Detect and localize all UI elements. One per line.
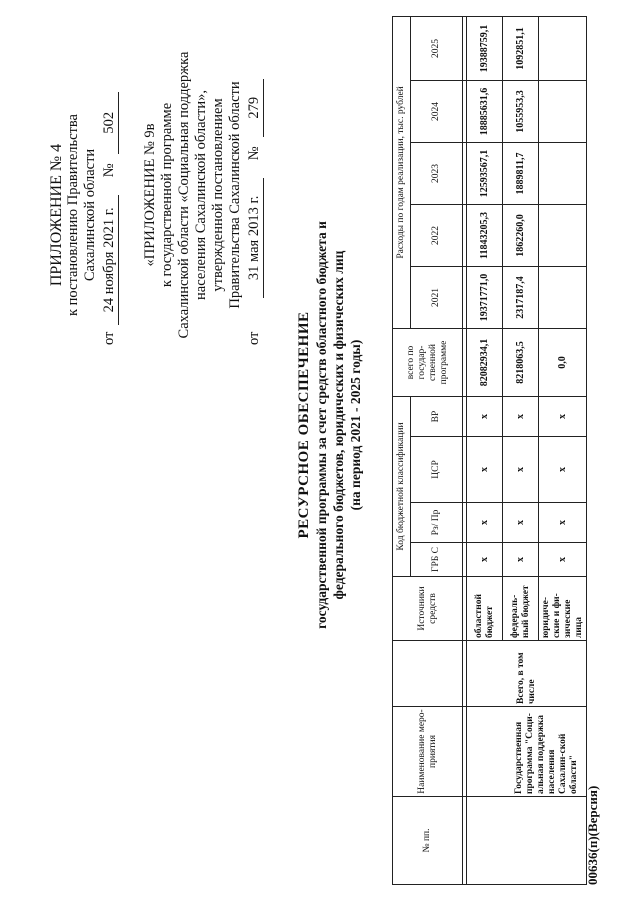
col-header-num: № пп.	[393, 797, 463, 885]
csr-cell: х	[467, 437, 503, 503]
quote-date: 31 мая 2013 г.	[246, 178, 264, 298]
appendix-title: ПРИЛОЖЕНИЕ № 4	[48, 143, 65, 287]
vr-cell: х	[539, 396, 587, 436]
col-header-sources: Источники средств	[393, 577, 463, 641]
footer-code: 00636(п)(Версия)	[585, 785, 600, 885]
total-label: Всего, в том числе	[467, 641, 587, 707]
quote-line1: «ПРИЛОЖЕНИЕ № 9в	[142, 123, 158, 267]
y2022-cell	[539, 204, 587, 266]
y2025-cell: 19388759,1	[467, 16, 503, 80]
rzpr-cell: х	[539, 503, 587, 543]
y2022-cell: 1862260,0	[503, 204, 539, 266]
col-header-budget-code: Код бюджетной классификации	[393, 396, 411, 576]
csr-cell: х	[539, 437, 587, 503]
col-header-csr: ЦСР	[411, 437, 463, 503]
vr-cell: х	[467, 396, 503, 436]
y2022-cell: 11843205,3	[467, 204, 503, 266]
quote-line4: населения Сахалинской области»,	[193, 90, 209, 300]
total-cell: 0,0	[539, 328, 587, 396]
y2023-cell	[539, 142, 587, 204]
quote-date-prefix: от	[246, 331, 262, 345]
row-num-cell	[467, 797, 587, 885]
y2024-cell: 18885631,6	[467, 80, 503, 142]
quote-number: 279	[246, 79, 264, 137]
col-header-expenses: Расходы по годам реализации, тыс. рублей	[393, 16, 411, 328]
y2021-cell	[539, 266, 587, 328]
quote-line2: к государственной программе	[159, 102, 175, 288]
source-label: областной бюджет	[467, 577, 503, 641]
source-label: федераль-ный бюджет	[503, 577, 539, 641]
y2021-cell: 2317187,4	[503, 266, 539, 328]
csr-cell: х	[503, 437, 539, 503]
resource-table	[392, 16, 587, 885]
resolution-line: к постановлению Правительства	[65, 114, 81, 316]
title-line4: (на период 2021 - 2025 годы)	[348, 339, 363, 511]
vr-cell: х	[503, 396, 539, 436]
grbs-cell: х	[467, 543, 503, 577]
table-row	[467, 16, 503, 884]
quote-line6: Правительства Сахалинской области	[227, 81, 243, 309]
col-header-2021: 2021	[411, 266, 463, 328]
rzpr-cell: х	[503, 503, 539, 543]
col-header-total: всего по государ-ственной программе	[393, 328, 463, 396]
quote-number-sign: №	[246, 146, 262, 161]
title-line2: государственной программы за счет средств областного бюджета и	[314, 221, 329, 629]
resolution-number: 502	[101, 92, 119, 154]
resolution-date: 24 ноября 2021 г.	[101, 195, 119, 325]
y2023-cell: 1889811,7	[503, 142, 539, 204]
title-line3: федерального бюджетов, юридических и физических лиц	[331, 250, 346, 600]
total-cell: 82082934,1	[467, 328, 503, 396]
region-line: Сахалинской области	[82, 148, 98, 282]
quote-date-line	[246, 45, 264, 345]
y2023-cell: 12593567,1	[467, 142, 503, 204]
col-header-grbs: ГРБ С	[411, 543, 463, 577]
col-header-blank	[393, 641, 463, 707]
quoted-appendix	[142, 45, 264, 345]
y2021-cell: 19371771,0	[467, 266, 503, 328]
quote-line5: утвержденной постановлением	[210, 98, 226, 292]
date-line	[101, 85, 119, 345]
y2025-cell: 1092851,1	[503, 16, 539, 80]
col-header-rzpr: Рз/ Пр	[411, 503, 463, 543]
document-title	[296, 185, 364, 665]
grbs-cell: х	[503, 543, 539, 577]
col-header-name: Наименование меро-приятия	[393, 707, 463, 797]
source-label: юридиче-ские и фи-зические лица	[539, 577, 587, 641]
title-main: РЕСУРСНОЕ ОБЕСПЕЧЕНИЕ	[296, 311, 312, 539]
total-cell: 8218063,5	[503, 328, 539, 396]
col-header-2024: 2024	[411, 80, 463, 142]
date-prefix: от	[101, 331, 117, 345]
number-sign: №	[101, 163, 117, 178]
y2025-cell	[539, 16, 587, 80]
col-header-2025: 2025	[411, 16, 463, 80]
appendix-header	[48, 85, 119, 345]
quote-line3: Сахалинской области «Социальная поддержка	[176, 51, 192, 339]
y2024-cell	[539, 80, 587, 142]
grbs-cell: х	[539, 543, 587, 577]
col-header-vr: ВР	[411, 396, 463, 436]
col-header-2022: 2022	[411, 204, 463, 266]
program-name: Государственная программа "Соци-альная поддержка населения Сахалин-ской области"	[467, 707, 587, 797]
col-header-2023: 2023	[411, 142, 463, 204]
rzpr-cell: х	[467, 503, 503, 543]
y2024-cell: 1055953,3	[503, 80, 539, 142]
